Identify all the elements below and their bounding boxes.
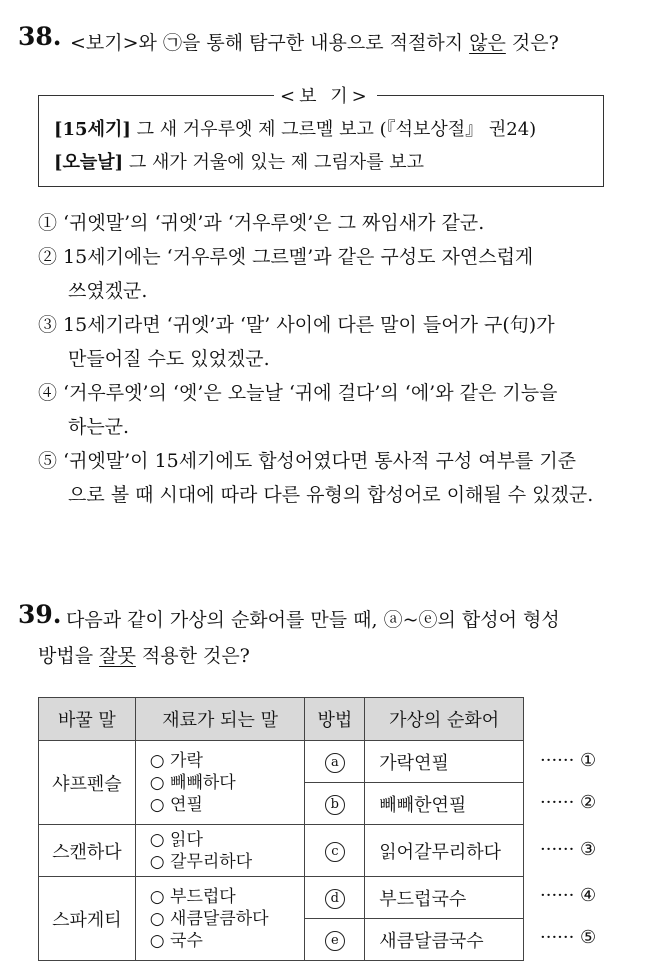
bogi-text-today: 그 새가 거울에 있는 제 그림자를 보고 [123,152,425,173]
method-badge: a [325,753,345,773]
header-word: 바꿀 말 [39,698,136,741]
q38-prompt [70,28,559,55]
method-cell [305,783,365,825]
result-cell: 읽어갈무리하다 [365,825,524,877]
answer-marker-5[interactable]: ······ ⑤ [540,927,597,948]
choice-5-text: ⑤ ‘귀엣말’이 15세기에도 합성어였다면 통사적 구성 여부를 기준 [38,450,577,472]
header-method: 방법 [305,698,365,741]
method-badge: e [325,931,345,951]
material-item: ○ 가락 [149,750,203,771]
bogi-title: <보 기> [274,82,377,108]
choice-2-cont [38,274,604,308]
choice-3-text-cont: 만들어질 수도 있었겠군. [68,348,270,370]
bogi-line-15c [54,115,536,141]
choice-3[interactable] [38,308,604,342]
answer-marker-4[interactable]: ······ ④ [540,885,597,906]
choice-3-cont [38,342,604,376]
material-item: ○ 연필 [149,794,203,815]
choice-1[interactable] [38,206,604,240]
result-cell: 빼빼한연필 [365,783,524,825]
method-badge: c [325,842,345,862]
method-cell [305,825,365,877]
word-cell: 스파게티 [39,877,136,961]
answer-marker-2[interactable]: ······ ② [540,792,597,813]
material-item: ○ 부드럽다 [149,886,236,907]
choice-4-text-cont: 하는군. [68,416,130,438]
choice-4-cont [38,410,604,444]
q38-prompt-underlined: 않은 [469,32,506,54]
method-cell [305,877,365,919]
q38-prompt-part-a: <보기>와 ㉠을 통해 탐구한 내용으로 적절하지 [70,32,470,54]
answer-marker-1[interactable]: ······ ① [540,750,597,771]
material-item: ○ 새큼달큼하다 [149,908,269,929]
bogi-label-today: [오늘날] [54,152,124,173]
method-cell [305,919,365,961]
word-cell: 샤프펜슬 [39,741,136,825]
table-row [39,877,524,919]
q39-prompt-underlined: 잘못 [99,645,136,667]
materials-cell [135,741,305,825]
result-cell: 새큼달큼국수 [365,919,524,961]
choice-2-text: ② 15세기에는 ‘거우루엣 그르멜’과 같은 구성도 자연스럽게 [38,246,534,268]
materials-cell [135,825,305,877]
table-row [39,825,524,877]
word-cell: 스캔하다 [39,825,136,877]
method-badge: d [325,889,345,909]
result-cell: 부드럽국수 [365,877,524,919]
q39-prompt-part-b: 적용한 것은? [135,645,250,667]
method-badge: b [325,795,345,815]
choice-1-text: ① ‘귀엣말’의 ‘귀엣’과 ‘거우루엣’은 그 짜임새가 같군. [38,212,485,234]
result-cell: 가락연필 [365,741,524,783]
q38-prompt-part-b: 것은? [505,32,559,54]
q39-prompt-line2 [38,641,250,668]
choice-5[interactable] [38,444,604,478]
q38-choices [38,206,604,512]
bogi-text-15c: 그 새 거우루엣 제 그르멜 보고 (『석보상절』 권24) [130,119,537,140]
material-item: ○ 국수 [149,930,203,951]
header-result: 가상의 순화어 [365,698,524,741]
q39-number: 39. [18,600,62,629]
choice-5-text-cont: 으로 볼 때 시대에 따라 다른 유형의 합성어로 이해될 수 있겠군. [68,484,594,506]
materials-cell [135,877,305,961]
q39-prompt-line1: 다음과 같이 가상의 순화어를 만들 때, ⓐ~ⓔ의 합성어 형성 [66,609,560,631]
choice-2[interactable] [38,240,604,274]
q39-prompt-part-a: 방법을 [38,645,100,667]
choice-2-text-cont: 쓰였겠군. [68,280,148,302]
q38-number: 38. [18,22,62,51]
table-header-row [39,698,524,741]
material-item: ○ 빼빼하다 [149,772,236,793]
answer-marker-3[interactable]: ······ ③ [540,839,597,860]
choice-4-text: ④ ‘거우루엣’의 ‘엣’은 오늘날 ‘귀에 걸다’의 ‘에’와 같은 기능을 [38,382,558,404]
choice-3-text: ③ 15세기라면 ‘귀엣’과 ‘말’ 사이에 다른 말이 들어가 구(句)가 [38,314,555,336]
q39-table [38,697,524,961]
method-cell [305,741,365,783]
header-materials: 재료가 되는 말 [135,698,305,741]
material-item: ○ 갈무리하다 [149,851,253,872]
bogi-line-today [54,148,424,174]
choice-5-cont [38,478,604,512]
bogi-label-15c: [15세기] [54,119,131,140]
table-row [39,741,524,783]
material-item: ○ 읽다 [149,829,203,850]
choice-4[interactable] [38,376,604,410]
